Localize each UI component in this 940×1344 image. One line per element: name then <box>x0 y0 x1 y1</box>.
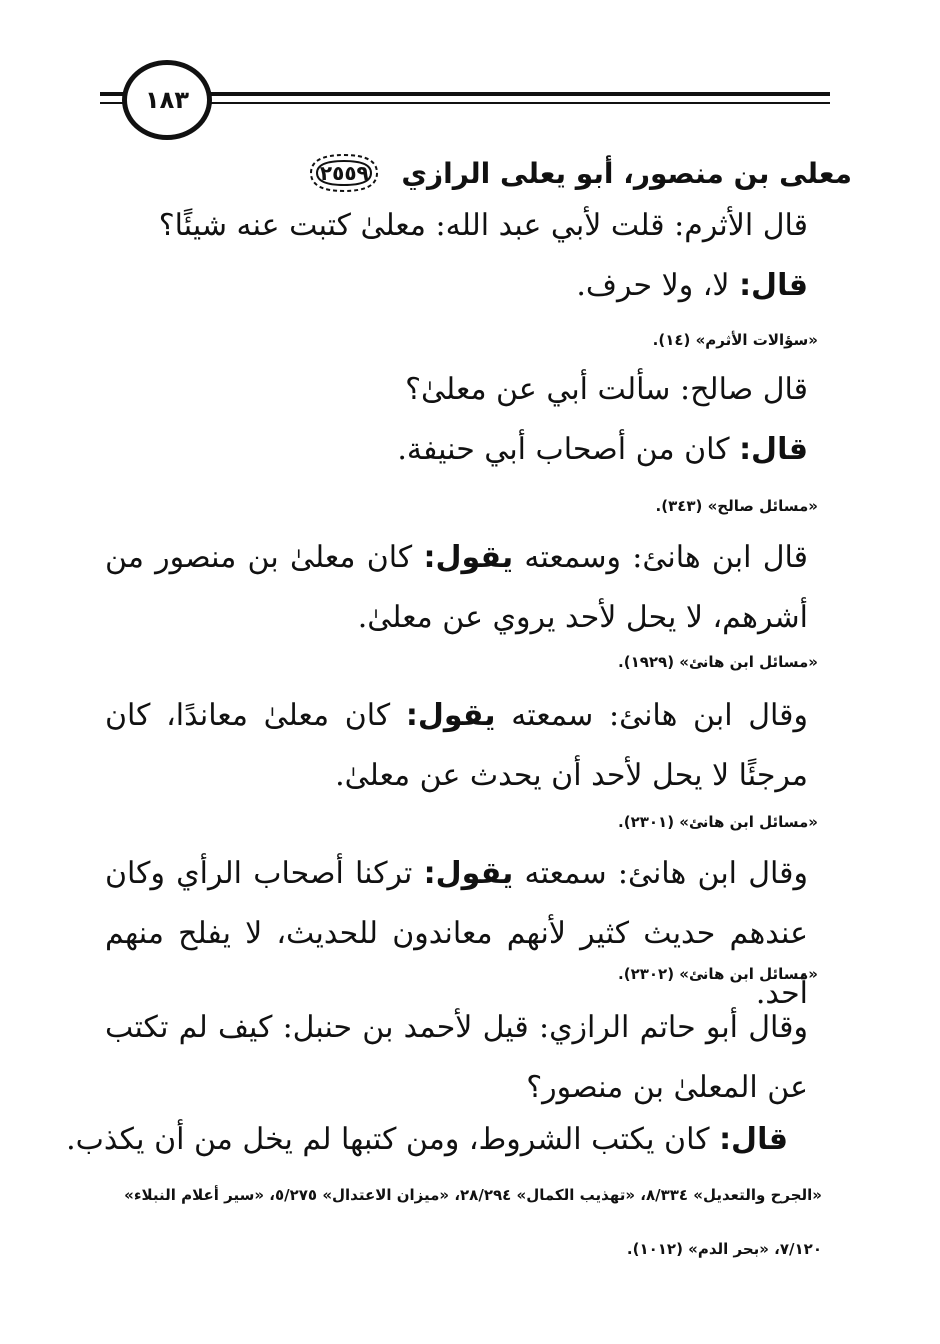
quote-line <box>105 256 808 316</box>
quote-line <box>105 420 808 480</box>
entry-number-badge <box>305 150 383 196</box>
quote-line <box>66 1110 788 1170</box>
quote-paragraph <box>105 528 808 648</box>
quote-text: وقال ابن هانئ: سمعته <box>495 698 808 733</box>
quote-text: وقال أبو حاتم الرازي: قيل لأحمد بن حنبل: كيف لم تكتب عن المعلىٰ بن منصور؟ <box>105 1010 808 1105</box>
quote-text: قال صالح: سألت أبي عن معلىٰ؟ <box>405 372 808 407</box>
source-citation: «الجرح والتعديل» ٨/٣٣٤، «تهذيب الكمال» ٢٨/٢٩٤، «ميزان الاعتدال» ٥/٢٧٥، «سير أعلام النبلاء» ٧/١٢٠، «بحر الدم» (١٠١٢). <box>124 1186 822 1258</box>
entry-number: ٢٥٥٩ <box>319 161 369 185</box>
verb-label: يقول: <box>423 856 514 891</box>
quote-text: تركنا أصحاب الرأي وكان عندهم حديث كثير لأنهم معاندون للحديث، لا يفلح منهم أحد. <box>105 856 808 1011</box>
quote-text: لا، ولا حرف. <box>576 268 740 303</box>
quote-text: قال الأثرم: قلت لأبي عبد الله: معلىٰ كتبت عنه شيئًا؟ <box>158 208 808 243</box>
verb-label: يقول: <box>405 698 496 733</box>
quote-text: كان يكتب الشروط، ومن كتبها لم يخل من أن يكذب. <box>66 1122 720 1157</box>
quote-text: وقال ابن هانئ: سمعته <box>513 856 808 891</box>
quote-line <box>105 360 808 420</box>
speaker-label: قال: <box>739 432 808 467</box>
quote-paragraph <box>105 998 808 1118</box>
quote-text: كان من أصحاب أبي حنيفة. <box>397 432 740 467</box>
quote-text: قال ابن هانئ: وسمعته <box>513 540 808 575</box>
quote-text: كان معلىٰ بن منصور من أشرهم، لا يحل لأحد يروي عن معلىٰ. <box>105 540 808 635</box>
page-number-ring <box>122 60 212 140</box>
source-citation: «مسائل ابن هانئ» (١٩٢٩). <box>618 653 818 671</box>
quote-paragraph <box>105 686 808 806</box>
verb-label: يقول: <box>423 540 514 575</box>
source-citation: «سؤالات الأثرم» (١٤). <box>652 331 818 349</box>
speaker-label: قال: <box>719 1122 788 1157</box>
page-number: ١٨٣ <box>145 86 189 114</box>
source-citation: «مسائل صالح» (٣٤٣). <box>655 497 818 515</box>
entry-heading <box>305 150 852 196</box>
entry-title: معلى بن منصور، أبو يعلى الرازي <box>401 156 852 190</box>
speaker-label: قال: <box>739 268 808 303</box>
source-citation: «مسائل ابن هانئ» (٢٣٠١). <box>618 813 818 831</box>
source-citation: «مسائل ابن هانئ» (٢٣٠٢). <box>618 965 818 983</box>
quote-line <box>105 196 808 256</box>
quote-text: كان معلىٰ معاندًا، كان مرجئًا لا يحل لأحد أن يحدث عن معلىٰ. <box>105 698 808 793</box>
